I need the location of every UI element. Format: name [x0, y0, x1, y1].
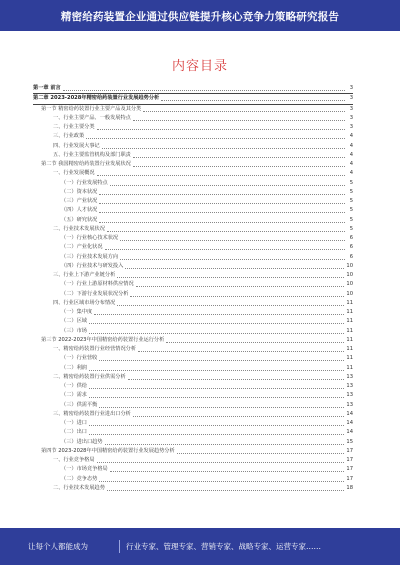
toc-entry-page: 11 [346, 299, 353, 306]
toc-leader-dots [89, 397, 344, 398]
toc-leader-dots [128, 379, 345, 380]
toc-entry-page: 5 [349, 207, 353, 214]
toc-entry[interactable] [33, 419, 353, 428]
toc-entry[interactable] [33, 410, 353, 419]
toc-entry-page: 14 [346, 429, 353, 436]
toc-entry-label: 三、行业政策 [53, 133, 85, 140]
toc-entry-label: 二、行业主要分类 [53, 124, 95, 130]
toc-leader-dots [99, 360, 344, 361]
toc-entry-page: 5 [349, 188, 353, 195]
toc-entry-page: 5 [349, 225, 353, 232]
footer-slogan: 让每个人都能成为 [28, 542, 88, 551]
toc-entry-page: 3 [349, 105, 353, 112]
toc-entry[interactable] [33, 234, 353, 243]
toc-entry-label: 一、精密给药装置行业经营情况分析 [53, 346, 137, 352]
toc-leader-dots [99, 212, 345, 213]
toc-entry[interactable] [33, 290, 353, 299]
toc-entry-label: （二）区域 [61, 318, 87, 325]
toc-entry-page: 6 [349, 244, 353, 251]
toc-entry-label: （二）竞争态势 [61, 475, 98, 482]
toc-entry[interactable] [33, 428, 353, 437]
toc-entry-page: 17 [346, 475, 353, 482]
toc-entry-page: 17 [346, 457, 353, 463]
toc-entry-label: 第三节 2022-2023年中国精密给药装置行业运行分析 [41, 336, 165, 343]
toc-entry-label: 五、行业主要监管机构及部门职责 [53, 151, 131, 158]
toc-entry-label: （一）行业核心技术状况 [61, 235, 119, 241]
toc-leader-dots [102, 148, 345, 149]
toc-leader-dots [120, 259, 345, 260]
toc-entry-label: （三）市场 [61, 327, 87, 334]
toc-entry-label: （二）利润 [61, 364, 87, 371]
toc-entry-page: 13 [346, 392, 353, 399]
toc-leader-dots [107, 231, 345, 232]
toc-entry[interactable] [33, 160, 353, 169]
toc-entry[interactable] [33, 280, 353, 289]
toc-entry[interactable] [33, 262, 353, 271]
toc-entry-label: 一、行业竞争格局 [53, 457, 95, 463]
toc-entry-label: 二、精密给药装置行业供需分析 [53, 373, 126, 380]
toc-entry-page: 14 [346, 410, 353, 417]
toc-entry-page: 11 [346, 346, 353, 352]
toc-entry[interactable] [33, 382, 353, 391]
toc-entry[interactable] [33, 475, 353, 484]
toc-leader-dots [130, 296, 344, 297]
toc-entry[interactable] [33, 327, 353, 336]
toc-entry-page: 11 [346, 355, 353, 362]
toc-entry-label: （二）资本状况 [61, 188, 98, 195]
toc-entry[interactable] [33, 456, 353, 465]
toc-entry-page: 18 [346, 484, 353, 491]
toc-entry[interactable] [33, 345, 353, 354]
toc-entry-page: 13 [346, 373, 353, 380]
toc-entry-page: 4 [349, 170, 353, 177]
toc-entry[interactable] [33, 105, 353, 114]
toc-entry-page: 11 [346, 327, 353, 334]
toc-entry-label: （一）行业发展特点 [61, 179, 108, 186]
toc-entry-label: （二）产业化状况 [61, 244, 103, 251]
toc-entry-label: 四、行业发展大事记 [53, 142, 100, 149]
toc-entry[interactable] [33, 169, 353, 178]
toc-entry[interactable] [33, 151, 353, 160]
toc-entry-label: 第二章 2023-2028年精密给药装置行业发展趋势分析 [33, 95, 160, 102]
toc-leader-dots [143, 111, 345, 112]
toc-entry-page: 5 [349, 216, 353, 223]
table-of-contents [33, 84, 353, 493]
toc-entry-page: 3 [349, 95, 353, 102]
toc-leader-dots [120, 240, 345, 241]
toc-entry-label: （二）下游行业发展状况分析 [61, 290, 129, 297]
toc-leader-dots [99, 222, 345, 223]
toc-entry-page: 15 [346, 438, 353, 445]
toc-entry-label: 三、精密给药装置行业进出口分析 [53, 410, 131, 417]
toc-leader-dots [110, 185, 345, 186]
toc-entry-page: 4 [349, 133, 353, 140]
toc-entry[interactable] [33, 206, 353, 215]
toc-entry-label: 二、行业技术发展状况 [53, 225, 105, 232]
toc-leader-dots [133, 120, 345, 121]
toc-entry-page: 10 [346, 290, 353, 297]
toc-entry[interactable] [33, 391, 353, 400]
toc-leader-dots [107, 490, 345, 491]
toc-leader-dots [105, 444, 345, 445]
toc-leader-dots [110, 471, 345, 472]
toc-entry-label: （一）行业营收 [61, 355, 98, 362]
toc-entry[interactable] [33, 216, 353, 225]
toc-leader-dots [99, 203, 345, 204]
toc-entry[interactable] [33, 94, 353, 104]
toc-entry[interactable] [33, 142, 353, 151]
toc-entry[interactable] [33, 401, 353, 410]
toc-leader-dots [166, 342, 344, 343]
toc-leader-dots [89, 323, 344, 324]
toc-entry-label: （四）人才状况 [61, 207, 98, 214]
toc-entry[interactable] [33, 438, 353, 447]
toc-entry-page: 4 [349, 161, 353, 167]
report-title: 精密给药装置企业通过供应链提升核心竞争力策略研究报告 [60, 11, 340, 23]
toc-entry-page: 10 [346, 281, 353, 288]
toc-entry-label: （一）进口 [61, 420, 87, 426]
toc-entry[interactable] [33, 225, 353, 234]
toc-entry-page: 14 [346, 420, 353, 426]
toc-entry-page: 6 [349, 253, 353, 260]
toc-entry[interactable] [33, 188, 353, 197]
toc-entry[interactable] [33, 179, 353, 188]
toc-entry-label: （三）产业状况 [61, 198, 98, 204]
toc-entry-label: 三、行业上下游产业链分析 [53, 272, 116, 278]
toc-leader-dots [86, 138, 345, 139]
toc-entry-page: 4 [349, 142, 353, 149]
toc-entry-label: （二）需求 [61, 392, 87, 399]
toc-leader-dots [63, 90, 345, 91]
toc-entry[interactable] [33, 308, 353, 317]
toc-entry-label: （一）市场竞争格局 [61, 466, 108, 473]
toc-entry-label: 二、行业技术发展趋势 [53, 484, 105, 491]
toc-entry[interactable] [33, 253, 353, 262]
toc-entry[interactable] [33, 197, 353, 206]
toc-entry-page: 5 [349, 179, 353, 186]
toc-entry-page: 11 [346, 336, 353, 343]
toc-entry-page: 17 [346, 466, 353, 473]
toc-entry[interactable] [33, 447, 353, 456]
toc-leader-dots [89, 333, 344, 334]
toc-entry-label: 一、行业发展概况 [53, 170, 95, 177]
toc-leader-dots [105, 249, 345, 250]
toc-entry[interactable] [33, 114, 353, 123]
toc-entry-page: 17 [346, 447, 353, 454]
toc-entry[interactable] [33, 271, 353, 280]
toc-entry-label: （五）研究状况 [61, 216, 98, 223]
toc-leader-dots [133, 157, 345, 158]
report-footer [0, 528, 400, 565]
toc-entry-page: 10 [346, 262, 353, 269]
toc-entry-label: （三）进出口趋势 [61, 438, 103, 445]
toc-leader-dots [97, 462, 345, 463]
toc-entry-page: 4 [349, 151, 353, 158]
toc-entry-label: （二）出口 [61, 429, 87, 436]
report-header [0, 0, 400, 31]
toc-leader-dots [97, 175, 345, 176]
toc-entry-page: 11 [346, 318, 353, 325]
toc-entry-page: 3 [349, 85, 353, 91]
toc-entry[interactable] [33, 84, 353, 94]
toc-entry-page: 3 [349, 124, 353, 130]
toc-entry[interactable] [33, 123, 353, 132]
toc-entry[interactable] [33, 299, 353, 308]
toc-leader-dots [177, 453, 345, 454]
toc-entry-label: 第二节 我国精密给药装置行业发展状况 [41, 161, 131, 167]
toc-entry-label: 四、行业区域市场分布情况 [53, 299, 116, 306]
toc-entry-label: （一）集中度 [61, 309, 93, 315]
footer-tagline: 行业专家、管理专家、营销专家、战略专家、运营专家…… [126, 542, 321, 551]
toc-leader-dots [133, 416, 345, 417]
toc-leader-dots [99, 194, 345, 195]
toc-entry[interactable] [33, 373, 353, 382]
toc-leader-dots [161, 100, 345, 101]
toc-leader-dots [117, 305, 344, 306]
toc-entry-page: 13 [346, 383, 353, 389]
toc-leader-dots [117, 277, 344, 278]
toc-heading: 内容目录 [171, 59, 228, 74]
toc-entry-page: 11 [346, 364, 353, 371]
toc-entry-page: 5 [349, 198, 353, 204]
toc-entry-label: （一）供给 [61, 383, 87, 389]
toc-leader-dots [138, 351, 344, 352]
toc-entry-label: 一、行业主要产品、一般发展特点 [53, 114, 131, 121]
toc-entry-label: （四）行业技术与研发投入 [61, 262, 124, 269]
footer-divider [119, 540, 120, 553]
toc-leader-dots [97, 129, 345, 130]
toc-entry-page: 3 [349, 114, 353, 121]
toc-entry[interactable] [33, 317, 353, 326]
toc-entry[interactable] [33, 465, 353, 474]
toc-entry-page: 13 [346, 401, 353, 408]
toc-leader-dots [89, 425, 344, 426]
toc-entry-page: 10 [346, 272, 353, 278]
toc-entry[interactable] [33, 243, 353, 252]
toc-entry-page: 11 [346, 309, 353, 315]
toc-leader-dots [89, 370, 344, 371]
toc-leader-dots [99, 407, 344, 408]
toc-entry-label: （一）行业上游原材料供应情况 [61, 281, 134, 288]
toc-leader-dots [133, 166, 345, 167]
toc-entry-label: 第四节 2023-2028年中国精密给药装置行业发展趋势分析 [41, 447, 175, 454]
toc-leader-dots [99, 481, 344, 482]
toc-entry[interactable] [33, 336, 353, 345]
toc-leader-dots [89, 388, 344, 389]
toc-entry-label: （三）行业技术发展方向 [61, 253, 119, 260]
toc-leader-dots [136, 286, 345, 287]
toc-entry-label: 第一节 精密给药装置行业主要产品及其分类 [41, 105, 142, 112]
toc-entry-page: 6 [349, 235, 353, 241]
toc-entry[interactable] [33, 364, 353, 373]
toc-entry[interactable] [33, 354, 353, 363]
toc-leader-dots [89, 434, 344, 435]
toc-entry-label: （三）供需平衡 [61, 401, 98, 408]
toc-leader-dots [125, 268, 344, 269]
toc-entry[interactable] [33, 132, 353, 141]
toc-entry[interactable] [33, 484, 353, 493]
toc-leader-dots [94, 314, 344, 315]
toc-entry-label: 第一章 前言 [33, 85, 61, 91]
